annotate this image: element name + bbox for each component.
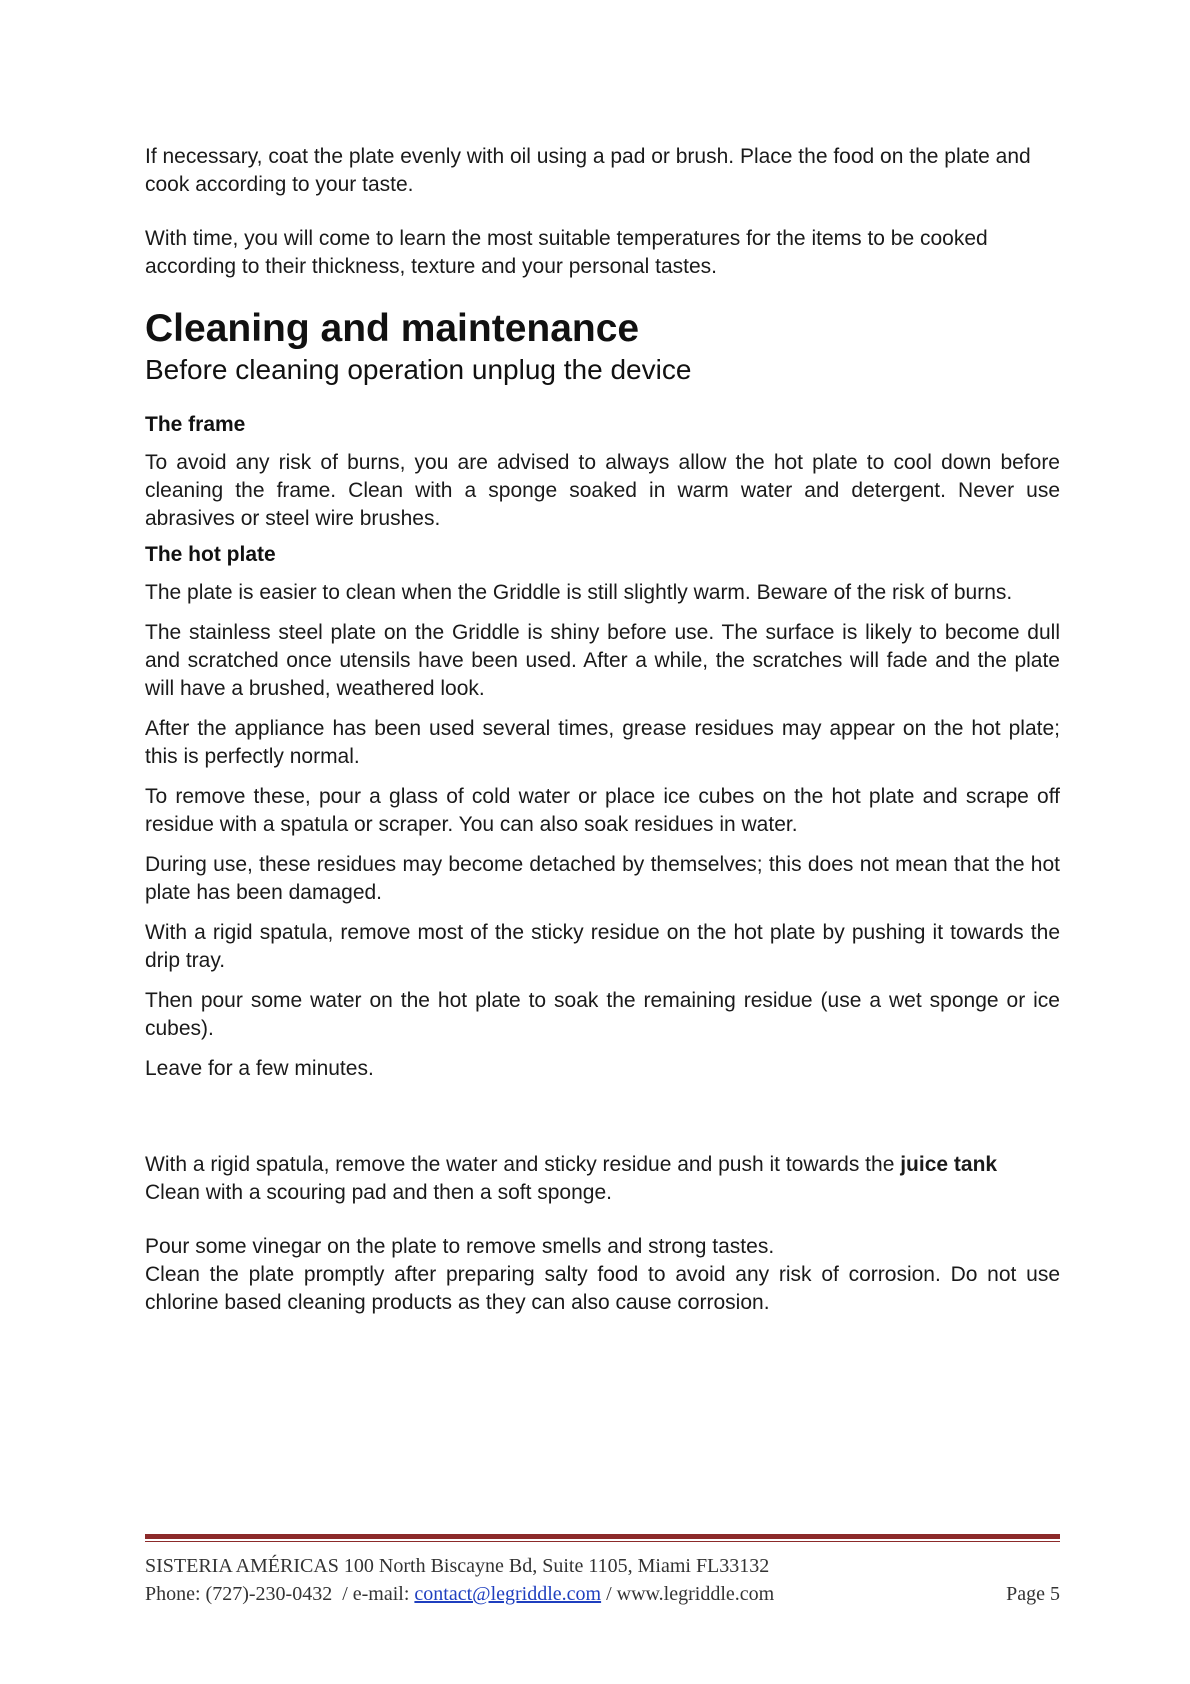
section-title: Cleaning and maintenance [145,307,640,350]
page-footer [145,1534,1060,1608]
footer-contact-line [145,1580,1060,1608]
spatula-text: With a rigid spatula, remove the water and sticky residue and push it towards the [145,1153,901,1176]
intro-paragraph-2: With time, you will come to learn the most suitable temperatures for the items to be cooked according to their thickness, texture and your personal tastes. [145,227,988,278]
hot-plate-paragraph: Leave for a few minutes. [145,1057,374,1080]
spatula-paragraph [145,1151,1060,1179]
juice-tank-bold: juice tank [900,1153,998,1176]
page-number: Page 5 [1006,1583,1060,1605]
footer-text [145,1552,1060,1608]
footer-phone: Phone: (727)-230-0432 / e-mail: [145,1583,415,1605]
hot-plate-paragraph: Then pour some water on the hot plate to soak the remaining residue (use a wet sponge or ice cubes). [145,989,1060,1040]
intro-paragraph-1: If necessary, coat the plate evenly with oil using a pad or brush. Place the food on the plate and cook according to your taste. [145,145,1031,196]
hot-plate-paragraph: After the appliance has been used several times, grease residues may appear on the hot plate; this is perfectly normal. [145,717,1060,768]
page-content [145,143,1060,1317]
hot-plate-heading: The hot plate [145,543,276,566]
vinegar-paragraph: Pour some vinegar on the plate to remove smells and strong tastes. [145,1235,775,1258]
section-subtitle: Before cleaning operation unplug the device [145,354,692,385]
hot-plate-paragraph: The stainless steel plate on the Griddle is shiny before use. The surface is likely to become dull and scratched once utensils have been used. After a while, the scratches will fade and the plate will have a brushed, weathered look. [145,621,1060,700]
hot-plate-paragraph: During use, these residues may become detached by themselves; this does not mean that the hot plate has been damaged. [145,853,1060,904]
footer-address: SISTERIA AMÉRICAS 100 North Biscayne Bd, Suite 1105, Miami FL33132 [145,1555,770,1577]
hot-plate-paragraph: To remove these, pour a glass of cold water or place ice cubes on the hot plate and scrape off residue with a spatula or scraper. You can also soak residues in water. [145,785,1060,836]
frame-paragraph: To avoid any risk of burns, you are advised to always allow the hot plate to cool down before cleaning the frame. Clean with a sponge soaked in warm water and detergent. Never use abrasives or steel wire brushes. [145,451,1060,530]
salty-paragraph: Clean the plate promptly after preparing salty food to avoid any risk of corrosion. Do not use chlorine based cleaning products as they can also cause corrosion. [145,1263,1060,1314]
hot-plate-paragraph: The plate is easier to clean when the Griddle is still slightly warm. Beware of the risk of burns. [145,581,1013,604]
footer-rule-thick [145,1534,1060,1539]
hot-plate-paragraph: With a rigid spatula, remove most of the sticky residue on the hot plate by pushing it towards the drip tray. [145,921,1060,972]
footer-email-link[interactable]: contact@legriddle.com [414,1583,602,1605]
scour-paragraph: Clean with a scouring pad and then a soft sponge. [145,1181,612,1204]
footer-rule-thin [145,1541,1060,1542]
footer-website: / www.legriddle.com [601,1583,775,1605]
frame-heading: The frame [145,413,246,436]
